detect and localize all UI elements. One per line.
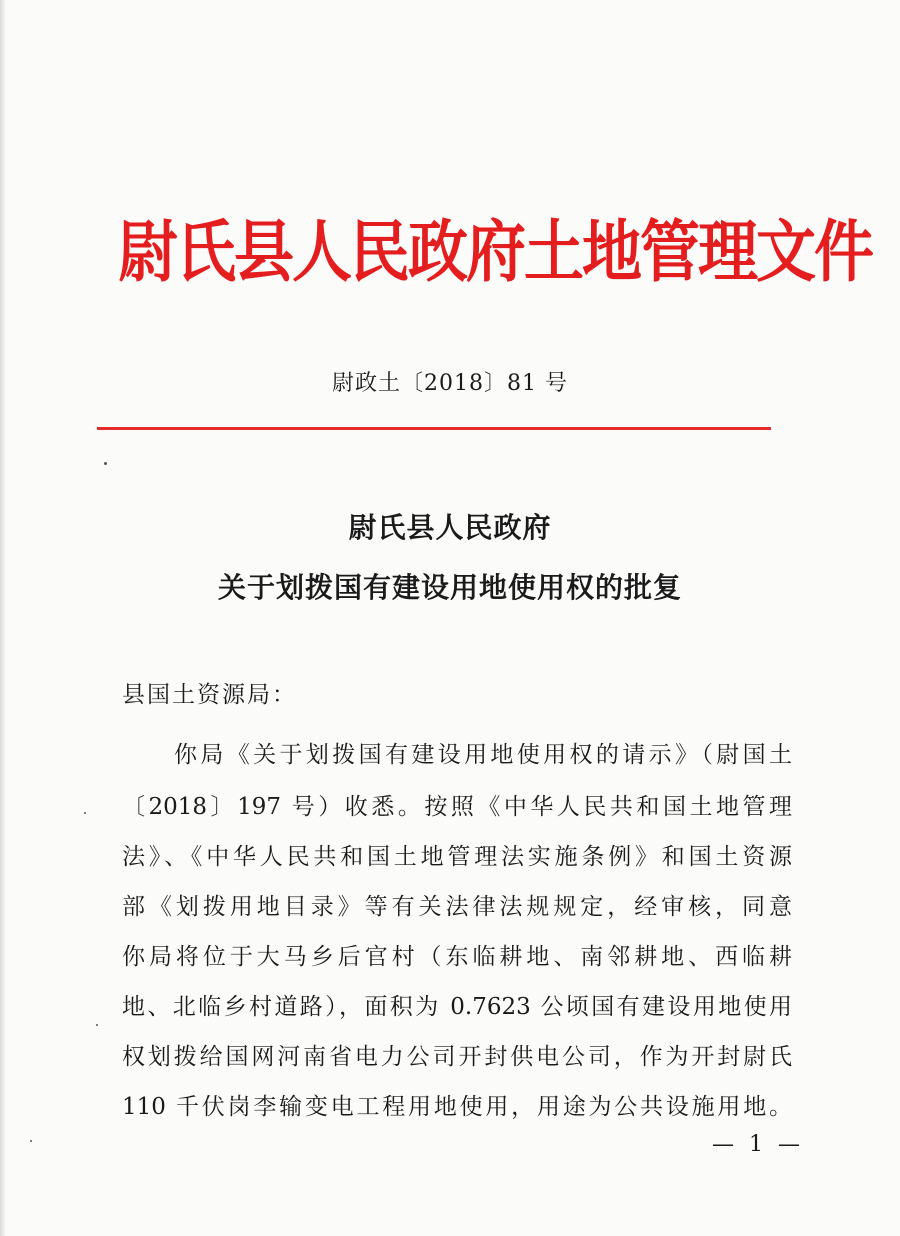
body-line: 110 千伏岗李输变电工程用地使用，用途为公共设施用地。 bbox=[122, 1094, 792, 1120]
document-number: 尉政土〔2018〕81 号 bbox=[332, 371, 568, 396]
body-line: 地、北临乡村道路），面积为 0.7623 公顷国有建设用地使用 bbox=[122, 994, 792, 1020]
scan-speck bbox=[84, 812, 86, 814]
scan-speck bbox=[30, 1140, 32, 1142]
body-line: 你局《关于划拨国有建设用地使用权的请示》（尉国土 bbox=[174, 742, 792, 768]
body-line: 部《划拨用地目录》等有关法律法规规定，经审核，同意 bbox=[122, 894, 792, 920]
page-edge-shadow bbox=[0, 0, 6, 1236]
page-number: — 1 — bbox=[712, 1132, 804, 1157]
body-line: 权划拨给国网河南省电力公司开封供电公司，作为开封尉氏 bbox=[122, 1044, 792, 1070]
body-line: 〔2018〕197 号）收悉。按照《中华人民共和国土地管理 bbox=[122, 794, 792, 820]
title-line-1: 尉氏县人民政府 bbox=[348, 511, 552, 544]
document-header: 尉氏县人民政府土地管理文件 bbox=[118, 213, 872, 292]
addressee: 县国土资源局： bbox=[122, 682, 297, 708]
body-line: 你局将位于大马乡后官村（东临耕地、南邻耕地、西临耕 bbox=[122, 944, 792, 970]
body-line: 法》、《中华人民共和国土地管理法实施条例》和国土资源 bbox=[122, 844, 792, 870]
scan-speck bbox=[104, 462, 107, 465]
scan-speck bbox=[96, 1024, 98, 1026]
title-line-2: 关于划拨国有建设用地使用权的批复 bbox=[217, 571, 682, 604]
header-divider bbox=[97, 427, 771, 430]
